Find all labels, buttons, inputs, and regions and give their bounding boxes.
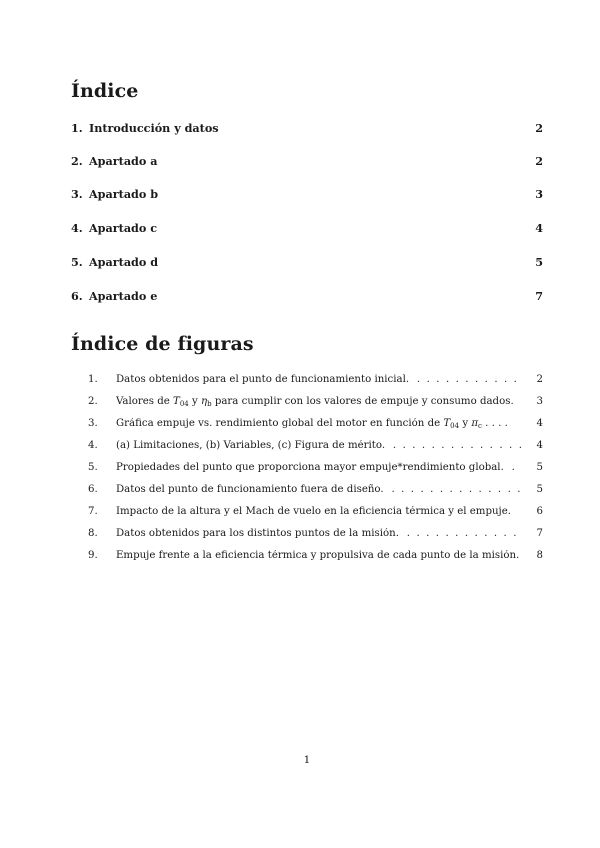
toc-entry-page: 4: [535, 221, 543, 235]
math-symbol: π: [471, 418, 479, 429]
lof-entry-page: 8: [536, 550, 543, 561]
toc-entry-number: 5.: [71, 255, 83, 269]
toc-entry-label: Apartado a: [89, 154, 158, 168]
lof-entry[interactable]: [88, 528, 543, 544]
caption-part: Valores de: [116, 396, 174, 407]
lof-entry-caption: [116, 506, 522, 517]
toc-entry-number: 2.: [71, 154, 83, 168]
lof-entry-number: 3.: [88, 418, 98, 429]
toc-entry-number: 4.: [71, 221, 83, 235]
lof-entry-page: 4: [536, 418, 543, 429]
toc-entry-label: Apartado b: [89, 187, 159, 201]
toc-entry[interactable]: [71, 121, 543, 137]
lof-entry-caption-text: Impacto de la altura y el Mach de vuelo en la eficiencia térmica y el empuje.: [116, 506, 514, 517]
lof-entry-page: 3: [536, 396, 543, 407]
lof-entry-caption-text: Datos del punto de funcionamiento fuera de diseño.: [116, 484, 387, 495]
toc-entry-label: Apartado e: [89, 289, 158, 303]
lof-entry[interactable]: [88, 396, 543, 412]
lof-entry-page: 4: [536, 440, 543, 451]
caption-part: para cumplir con los valores de empuje y consumo dados.: [211, 396, 514, 407]
toc-entry-label: Apartado d: [89, 255, 159, 269]
caption-part: y: [188, 396, 201, 407]
toc-entry-label: Introducción y datos: [89, 121, 219, 135]
lof-entry-caption: [116, 374, 522, 385]
lof-entry-number: 4.: [88, 440, 98, 451]
lof-entry[interactable]: [88, 374, 543, 390]
lof-entry-caption: [116, 418, 522, 430]
lof-entry-caption-text: Datos obtenidos para el punto de funcionamiento inicial.: [116, 374, 412, 385]
toc-title: Índice: [71, 80, 139, 102]
math-subscript: c: [478, 422, 482, 430]
lof-title: Índice de figuras: [71, 333, 254, 355]
lof-entry-caption: [116, 396, 522, 408]
toc-entry-number: 3.: [71, 187, 83, 201]
lof-entry[interactable]: [88, 462, 543, 478]
lof-entry-number: 7.: [88, 506, 98, 517]
toc-entry-number: 1.: [71, 121, 83, 135]
toc-entry-page: 2: [535, 121, 543, 135]
lof-entry-page: 6: [536, 506, 543, 517]
lof-entry[interactable]: [88, 440, 543, 456]
caption-part: y: [459, 418, 472, 429]
page-number: 1: [303, 754, 311, 766]
toc-entry-page: 3: [535, 187, 543, 201]
lof-entry[interactable]: [88, 506, 543, 522]
caption-part: . . . .: [481, 418, 508, 429]
lof-entry-number: 2.: [88, 396, 98, 407]
lof-entry-caption: [116, 440, 522, 451]
lof-entry-caption-text: Propiedades del punto que proporciona mayor empuje*rendimiento global.: [116, 462, 507, 473]
caption-part: Gráfica empuje vs. rendimiento global del motor en función de: [116, 418, 444, 429]
toc-entry-number: 6.: [71, 289, 83, 303]
lof-entry-number: 5.: [88, 462, 98, 473]
lof-entry-page: 7: [536, 528, 543, 539]
math-symbol: η: [201, 396, 208, 407]
lof-entry-number: 8.: [88, 528, 98, 539]
lof-entry-number: 9.: [88, 550, 98, 561]
lof-entry-caption: [116, 550, 522, 561]
lof-entry-page: 5: [536, 484, 543, 495]
math-symbol: T: [443, 418, 451, 429]
math-subscript: b: [207, 400, 212, 408]
lof-entry-caption: [116, 484, 522, 495]
lof-entry-number: 1.: [88, 374, 98, 385]
math-symbol: T: [173, 396, 180, 407]
lof-entry-page: 2: [536, 374, 543, 385]
toc-entry[interactable]: [71, 289, 543, 305]
toc-entry[interactable]: [71, 154, 543, 170]
toc-entry-label: Apartado c: [89, 221, 158, 235]
lof-entry-caption-text: Datos obtenidos para los distintos puntos de la misión.: [116, 528, 402, 539]
toc-entry-page: 5: [535, 255, 543, 269]
lof-entry[interactable]: [88, 418, 543, 434]
math-subscript: 04: [450, 422, 460, 430]
lof-entry-caption: [116, 528, 522, 539]
lof-entry[interactable]: [88, 484, 543, 500]
toc-entry[interactable]: [71, 255, 543, 271]
toc-entry[interactable]: [71, 187, 543, 203]
lof-entry-caption: [116, 462, 522, 473]
math-subscript: 04: [179, 400, 189, 408]
toc-entry[interactable]: [71, 221, 543, 237]
lof-entry-caption-text: Empuje frente a la eficiencia térmica y propulsiva de cada punto de la misión.: [116, 550, 522, 561]
lof-entry[interactable]: [88, 550, 543, 566]
lof-entry-caption-text: (a) Limitaciones, (b) Variables, (c) Figura de mérito.: [116, 440, 388, 451]
toc-entry-page: 2: [535, 154, 543, 168]
lof-entry-page: 5: [536, 462, 543, 473]
toc-entry-page: 7: [535, 289, 543, 303]
lof-entry-number: 6.: [88, 484, 98, 495]
